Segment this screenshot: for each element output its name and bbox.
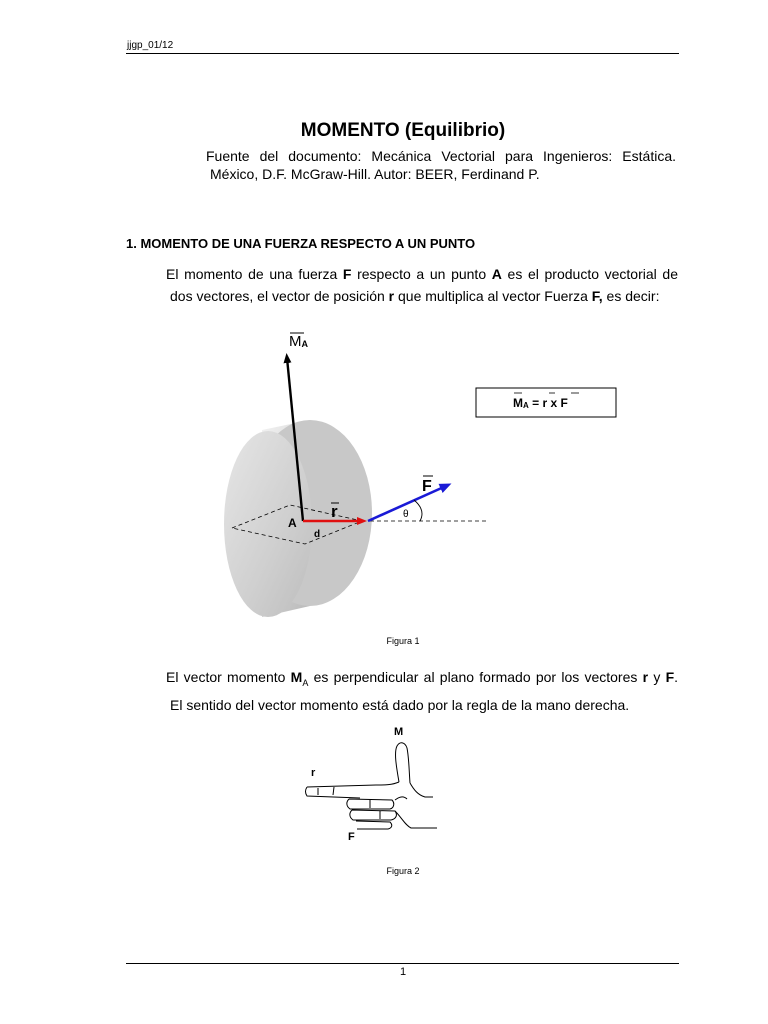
bold-run: r (642, 669, 649, 685)
bold-run: M (290, 669, 303, 685)
text-run: dos vectores, el vector de posición (170, 288, 389, 304)
text-run: El momento de una fuerza (166, 266, 343, 282)
label-theta: θ (403, 509, 409, 520)
section-heading: 1. MOMENTO DE UNA FUERZA RESPECTO A UN PUNTO (126, 236, 476, 251)
bold-run: F, (591, 288, 603, 304)
label-r: r (331, 502, 338, 521)
paragraph-2-line-2: El sentido del vector momento está dado por la regla de la mano derecha. (170, 696, 630, 713)
subscript-run: A (302, 677, 309, 688)
bold-run: F (342, 266, 352, 282)
text-run: es perpendicular al plano formado por los vectores (308, 669, 643, 685)
disk-front-face (224, 431, 312, 617)
label-ma: MA (289, 333, 308, 350)
bold-run: A (491, 266, 502, 282)
bold-run: F (665, 669, 675, 685)
source-line-2: México, D.F. McGraw-Hill. Autor: BEER, Ferdinand P. (210, 166, 540, 182)
text-run: es el producto vectorial de (501, 266, 678, 282)
label-d: d (314, 529, 321, 540)
text-run: El vector momento (166, 669, 291, 685)
fig2-label-f: F (348, 831, 355, 843)
text-run: respecto a un punto (351, 266, 492, 282)
text-run: y (648, 669, 666, 685)
label-f: F (422, 478, 432, 495)
formula-text: MA = r x F (513, 396, 568, 410)
paragraph-2-line-1 (166, 666, 678, 694)
page-title: MOMENTO (Equilibrio) (300, 120, 506, 141)
figure-2-caption: Figura 2 (386, 866, 420, 876)
paragraph-2 (166, 666, 678, 716)
footer-rule (126, 963, 679, 964)
text-run: . (674, 669, 679, 685)
fig2-label-r: r (311, 767, 316, 779)
bold-run: r (388, 288, 395, 304)
angle-arc (414, 500, 422, 521)
figure-1-caption: Figura 1 (386, 636, 420, 646)
label-a: A (288, 516, 297, 530)
fig2-label-m: M (394, 726, 404, 738)
right-hand-drawing (306, 743, 438, 829)
document-code: jjgp_01/12 (127, 40, 174, 51)
text-run: es decir: (602, 288, 660, 304)
source-line-1: Fuente del documento: Mecánica Vectorial para Ingenieros: Estática. (206, 148, 676, 164)
page-number: 1 (399, 966, 407, 978)
text-run: que multiplica al vector Fuerza (394, 288, 592, 304)
